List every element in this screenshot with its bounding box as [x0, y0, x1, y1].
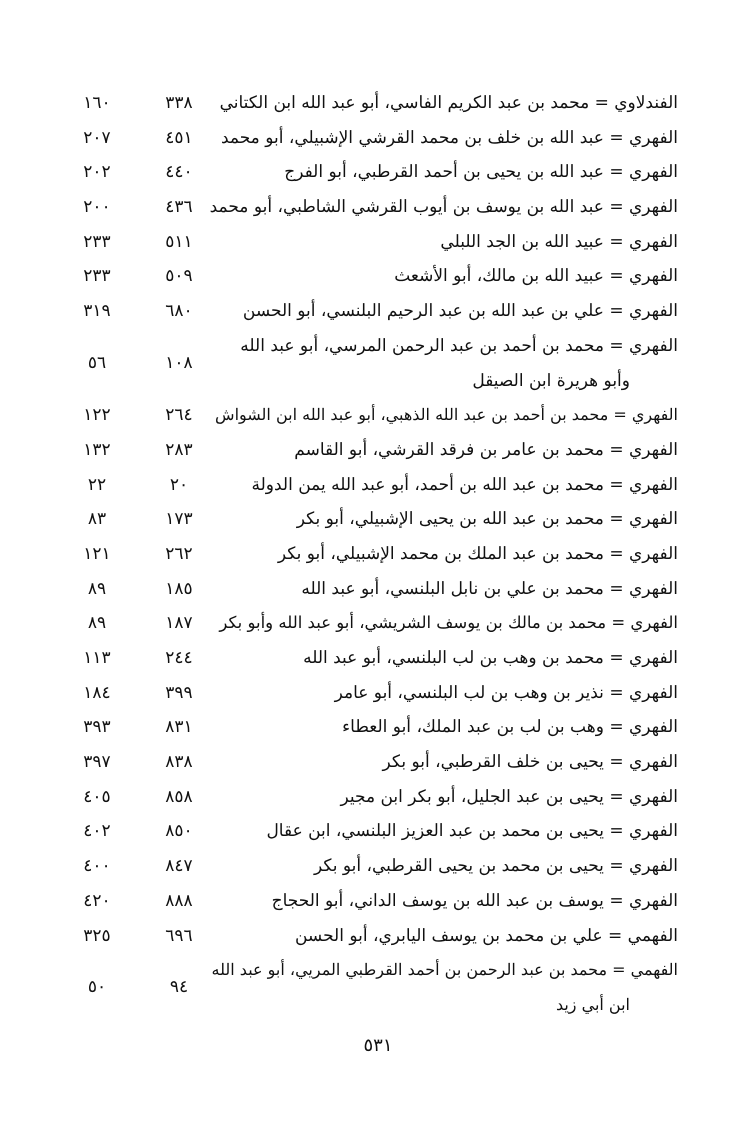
- entry-name-text: الفهري = علي بن عبد الله بن عبد الرحيم البلنسي، أبو الحسن: [242, 301, 678, 322]
- entry-name-text: الفهري = محمد بن عامر بن فرقد القرشي، أبو القاسم: [294, 439, 678, 460]
- page-reference: ٨٩: [87, 578, 107, 599]
- page-number-footer: ٥٣١: [363, 1035, 393, 1056]
- entry-name-text: الفهري = محمد بن مالك بن يوسف الشريشي، أبو عبد الله وأبو بكر: [219, 613, 678, 633]
- entry-name-text: الفهري = نذير بن وهب بن لب البلنسي، أبو عامر: [334, 682, 678, 703]
- page-reference: ٣١٩: [83, 301, 111, 322]
- page-reference: ١٣٢: [83, 439, 111, 460]
- page-reference: ٤٠٢: [83, 821, 111, 842]
- index-entry: [0, 849, 756, 884]
- page-reference: ٣٢٥: [83, 925, 111, 946]
- entry-name: [208, 676, 678, 711]
- entry-name: [208, 398, 678, 433]
- entry-name: [208, 502, 678, 537]
- entry-number: ١٠٨: [165, 352, 193, 373]
- entry-number: ٣٩٩: [165, 682, 193, 703]
- entry-name: [208, 537, 678, 572]
- entry-name: [208, 919, 678, 954]
- entry-number: ٢٠: [169, 474, 189, 495]
- index-entry: [0, 398, 756, 433]
- page-reference: ١٦٠: [83, 93, 111, 113]
- entry-name-text: الفهمي = محمد بن عبد الرحمن بن أحمد القرطبي المريي، أبو عبد الله: [211, 960, 678, 980]
- index-entry: [0, 502, 756, 537]
- entry-name: [208, 468, 678, 503]
- entry-number: ١٨٧: [165, 613, 193, 634]
- entry-name: [208, 259, 678, 294]
- entry-number: ٨٥٠: [165, 821, 193, 842]
- entry-number: ٨٣١: [165, 717, 193, 738]
- index-entry: [0, 329, 756, 398]
- entry-name: [208, 814, 678, 849]
- entry-name-text: الفهري = عبد الله بن يحيى بن أحمد القرطبي، أبو الفرج: [284, 162, 678, 183]
- page-reference: ٤٠٥: [83, 786, 111, 807]
- entry-name-continuation: ابن أبي زيد: [555, 994, 630, 1014]
- entry-name-text: الفهري = محمد بن علي بن نابل البلنسي، أبو عبد الله: [301, 578, 678, 599]
- entry-name-text: الفهمي = علي بن محمد بن يوسف اليابري، أبو الحسن: [294, 925, 678, 946]
- entry-name: [208, 780, 678, 815]
- page-reference: ٤٠٠: [83, 856, 111, 877]
- index-entry: [0, 433, 756, 468]
- index-entry: [0, 86, 756, 121]
- entry-number: ٨٨٨: [165, 890, 193, 911]
- page-reference: ١١٣: [83, 648, 111, 669]
- entry-name-continuation: وأبو هريرة ابن الصيقل: [472, 370, 630, 391]
- entry-number: ٢٦٢: [165, 543, 193, 564]
- index-entry: [0, 919, 756, 954]
- page-reference: ٨٩: [87, 613, 107, 634]
- index-entry: [0, 814, 756, 849]
- page-reference: ٥٠: [87, 977, 107, 998]
- entry-name-text: الفهري = عبد الله بن خلف بن محمد القرشي الإشبيلي، أبو محمد: [220, 127, 678, 148]
- index-list: [0, 86, 756, 1023]
- index-entry: [0, 225, 756, 260]
- entry-name-text: الفهري = محمد بن عبد الله بن يحيى الإشبيلي، أبو بكر: [296, 509, 678, 530]
- page-reference: ٢٠٠: [83, 197, 111, 218]
- entry-name-text: الفهري = يحيى بن محمد بن يحيى القرطبي، أبو بكر: [313, 856, 678, 877]
- index-entry: [0, 606, 756, 641]
- page-reference: ٢٣٣: [83, 266, 111, 287]
- index-entry: [0, 953, 756, 1022]
- entry-number: ٦٨٠: [165, 301, 193, 322]
- entry-name: [208, 572, 678, 607]
- entry-number: ٥٠٩: [165, 266, 193, 287]
- index-entry: [0, 572, 756, 607]
- entry-number: ٢٨٣: [165, 439, 193, 460]
- entry-name-text: الفهري = عبيد الله بن مالك، أبو الأشعث: [394, 266, 678, 287]
- index-entry: [0, 884, 756, 919]
- entry-name: [208, 606, 678, 641]
- entry-name-text: الفهري = محمد بن عبد الملك بن محمد الإشبيلي، أبو بكر: [277, 543, 678, 564]
- page-reference: ٢٣٣: [83, 231, 111, 252]
- entry-number: ٢٦٤: [165, 405, 193, 426]
- entry-name: [208, 710, 678, 745]
- entry-name: [208, 849, 678, 884]
- entry-name-text: الفهري = محمد بن عبد الله بن أحمد، أبو عبد الله يمن الدولة: [251, 474, 678, 495]
- index-entry: [0, 294, 756, 329]
- entry-name: [208, 953, 678, 1022]
- entry-name: [208, 433, 678, 468]
- entry-name: [208, 884, 678, 919]
- index-entry: [0, 190, 756, 225]
- entry-number: ٨٥٨: [165, 786, 193, 807]
- entry-name-text: الفندلاوي = محمد بن عبد الكريم الفاسي، أبو عبد الله ابن الكتاني: [219, 93, 678, 113]
- entry-number: ٦٩٦: [165, 925, 193, 946]
- entry-number: ٣٣٨: [165, 93, 193, 113]
- entry-number: ٢٤٤: [165, 648, 193, 669]
- index-entry: [0, 780, 756, 815]
- page-reference: ٢٠٧: [83, 127, 111, 148]
- entry-number: ٤٤٠: [165, 162, 193, 183]
- entry-number: ٤٥١: [165, 127, 193, 148]
- entry-number: ٥١١: [165, 231, 193, 252]
- index-entry: [0, 468, 756, 503]
- entry-name: [208, 329, 678, 398]
- entry-number: ١٧٣: [165, 509, 193, 530]
- entry-number: ٨٤٧: [165, 856, 193, 877]
- entry-name-text: الفهري = محمد بن أحمد بن عبد الرحمن المرسي، أبو عبد الله: [240, 335, 678, 356]
- page-reference: ١٢١: [83, 543, 111, 564]
- entry-name: [208, 86, 678, 121]
- entry-name-text: الفهري = عبيد الله بن الجد اللبلي: [440, 231, 678, 252]
- index-entry: [0, 155, 756, 190]
- entry-name-text: الفهري = محمد بن أحمد بن عبد الله الذهبي، أبو عبد الله ابن الشواش: [215, 405, 678, 425]
- page-reference: ٢٢: [87, 474, 107, 495]
- entry-name-text: الفهري = محمد بن وهب بن لب البلنسي، أبو عبد الله: [303, 648, 678, 669]
- entry-name: [208, 190, 678, 225]
- index-entry: [0, 745, 756, 780]
- page-reference: ٣٩٣: [83, 717, 111, 738]
- index-entry: [0, 676, 756, 711]
- entry-name: [208, 225, 678, 260]
- entry-name-text: الفهري = يحيى بن محمد بن عبد العزيز البلنسي، ابن عقال: [266, 821, 678, 842]
- page-reference: ٣٩٧: [83, 752, 111, 773]
- entry-name: [208, 294, 678, 329]
- page-reference: ٨٣: [87, 509, 107, 530]
- page-reference: ٢٠٢: [83, 162, 111, 183]
- page-reference: ١٨٤: [83, 682, 111, 703]
- entry-name-text: الفهري = عبد الله بن يوسف بن أيوب القرشي الشاطبي، أبو محمد: [209, 197, 678, 218]
- index-entry: [0, 121, 756, 156]
- index-entry: [0, 537, 756, 572]
- entry-number: ١٨٥: [165, 578, 193, 599]
- entry-name-text: الفهري = يحيى بن عبد الجليل، أبو بكر ابن مجير: [340, 786, 678, 807]
- entry-name-text: الفهري = وهب بن لب بن عبد الملك، أبو العطاء: [342, 717, 678, 738]
- page-reference: ١٢٢: [83, 405, 111, 426]
- index-entry: [0, 259, 756, 294]
- page-reference: ٤٢٠: [83, 890, 111, 911]
- index-entry: [0, 641, 756, 676]
- entry-number: ٤٣٦: [165, 197, 193, 218]
- entry-name: [208, 155, 678, 190]
- index-entry: [0, 710, 756, 745]
- entry-name: [208, 641, 678, 676]
- entry-number: ٨٣٨: [165, 752, 193, 773]
- entry-name: [208, 745, 678, 780]
- entry-number: ٩٤: [169, 977, 189, 998]
- entry-name: [208, 121, 678, 156]
- entry-name-text: الفهري = يوسف بن عبد الله بن يوسف الداني، أبو الحجاج: [271, 890, 678, 911]
- entry-name-text: الفهري = يحيى بن خلف القرطبي، أبو بكر: [382, 752, 678, 773]
- page-reference: ٥٦: [87, 352, 107, 373]
